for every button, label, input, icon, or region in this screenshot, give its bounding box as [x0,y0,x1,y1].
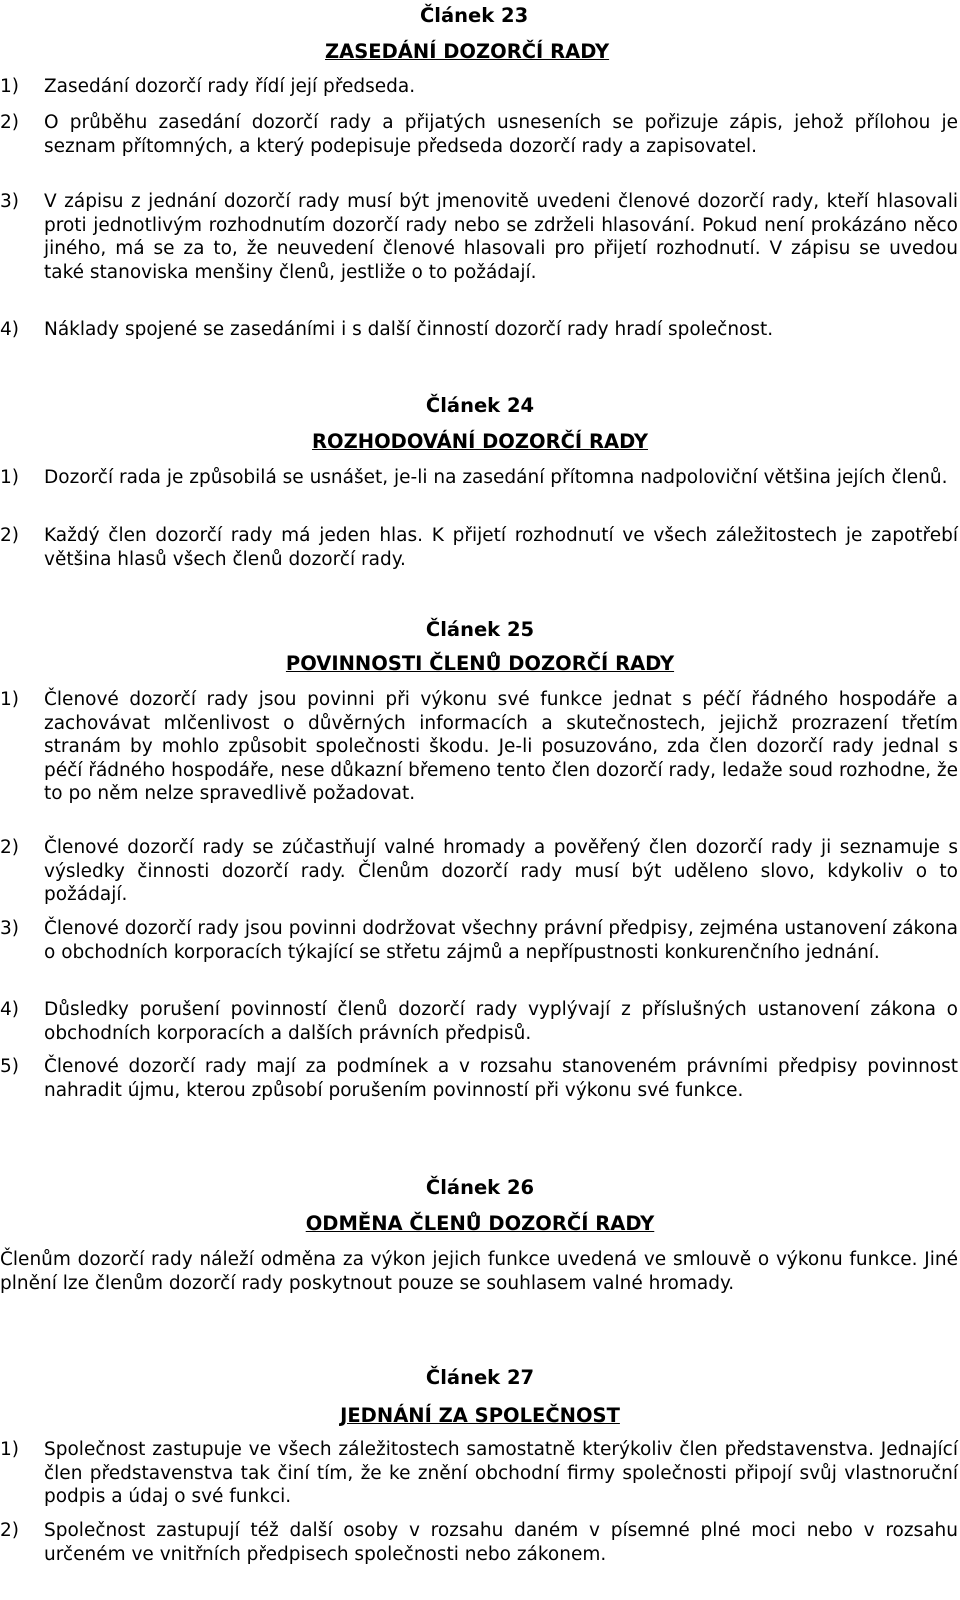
item-number: 3) [0,191,19,212]
article-23-heading: ZASEDÁNÍ DOZORČÍ RADY [325,40,610,63]
item-text: Společnost zastupují též další osoby v rozsahu daném v písemné plné moci nebo v rozsahu určeném ve vnitřních předpisech společnosti nebo zákonem. [44,1520,958,1565]
item-text: V zápisu z jednání dozorčí rady musí být jmenovitě uvedeni členové dozorčí rady, kteří hlasovali proti jednotlivým rozhodnutím dozorčí rady nebo se zdrželi hlasování. Pokud není prokázáno něco jiného, má se za to, že neuvedení členové hlasovali pro přijetí rozhodnutí. V zápisu se uvedou také stanoviska menšiny členů, jestliže o to požádají. [44,191,958,283]
item-text: Dozorčí rada je způsobilá se usnášet, je-li na zasedání přítomna nadpoloviční většina jejích členů. [44,467,948,488]
item-text: Společnost zastupuje ve všech záležitostech samostatně kterýkoliv člen představenstva. Jednající člen představenstva tak činí tím, že ke znění obchodní firmy společnosti připojí svůj vlastnoruční podpis a údaj o své funkci. [44,1439,958,1507]
item-text: Členové dozorčí rady se zúčastňují valné hromady a pověřený člen dozorčí rady ji seznamuje s výsledky činnosti dozorčí rady. Členům dozorčí rady musí být uděleno slovo, kdykoliv o to požádají. [44,837,958,905]
item-text: Zasedání dozorčí rady řídí její předseda. [44,76,416,97]
article-24-item-1 [0,466,958,490]
item-number: 1) [0,1439,19,1460]
item-number: 2) [0,1520,19,1541]
item-number: 2) [0,112,19,133]
article-27-heading: JEDNÁNÍ ZA SPOLEČNOST [340,1404,620,1427]
article-23-title: Článek 23 [420,4,529,27]
article-26-paragraph: Členům dozorčí rady náleží odměna za výkon jejich funkce uvedená ve smlouvě o výkonu funkce. Jiné plnění lze členům dozorčí rady poskytnout pouze se souhlasem valné hromady. [0,1249,958,1294]
article-25-item-3 [0,917,958,964]
article-27-title: Článek 27 [425,1366,535,1389]
article-25-heading: POVINNOSTI ČLENŮ DOZORČÍ RADY [285,652,675,675]
item-number: 3) [0,918,19,939]
article-23-item-3 [0,190,958,284]
article-24-heading: ROZHODOVÁNÍ DOZORČÍ RADY [312,430,648,453]
article-24-title: Článek 24 [425,394,535,417]
article-25-item-4 [0,998,958,1045]
article-25-item-5 [0,1055,958,1102]
item-number: 2) [0,837,19,858]
item-text: Důsledky porušení povinností členů dozorčí rady vyplývají z příslušných ustanovení zákona o obchodních korporacích a dalších právních předpisů. [44,999,958,1044]
article-23-item-1 [0,75,958,99]
article-26-title: Článek 26 [425,1176,535,1199]
item-number: 5) [0,1056,19,1077]
item-text: Členové dozorčí rady mají za podmínek a v rozsahu stanoveném právními předpisy povinnost nahradit újmu, kterou způsobí porušením povinností při výkonu své funkce. [44,1056,958,1101]
article-26-heading: ODMĚNA ČLENŮ DOZORČÍ RADY [305,1212,655,1235]
article-25-item-2 [0,836,958,907]
article-25-item-1 [0,688,958,806]
article-25-title: Článek 25 [425,618,535,641]
article-24-item-2 [0,524,958,571]
item-number: 1) [0,467,19,488]
item-text: Náklady spojené se zasedáními i s další činností dozorčí rady hradí společnost. [44,319,774,340]
item-text: O průběhu zasedání dozorčí rady a přijatých usneseních se pořizuje zápis, jehož přílohou je seznam přítomných, a který podepisuje předseda dozorčí rady a zapisovatel. [44,112,958,157]
item-text: Každý člen dozorčí rady má jeden hlas. K přijetí rozhodnutí ve všech záležitostech je zapotřebí většina hlasů všech členů dozorčí rady. [44,525,958,570]
item-number: 4) [0,999,19,1020]
item-number: 1) [0,689,19,710]
item-text: Členové dozorčí rady jsou povinni při výkonu své funkce jednat s péčí řádného hospodáře a zachovávat mlčenlivost o důvěrných informacích a skutečnostech, jejichž prozrazení třetím stranám by mohlo způsobit společnosti škodu. Je-li posuzováno, zda člen dozorčí rady jednal s péčí řádného hospodáře, nese důkazní břemeno tento člen dozorčí rady, ledaže soud rozhodne, že to po něm nelze spravedlivě požadovat. [44,689,958,804]
article-27-item-2 [0,1519,958,1566]
article-23-item-4 [0,318,958,342]
item-number: 2) [0,525,19,546]
article-23-item-2 [0,111,958,158]
item-number: 1) [0,76,19,97]
item-number: 4) [0,319,19,340]
item-text: Členové dozorčí rady jsou povinni dodržovat všechny právní předpisy, zejména ustanovení zákona o obchodních korporacích týkající se střetu zájmů a nepřípustnosti konkurenčního jednání. [44,918,958,963]
article-27-item-1 [0,1438,958,1509]
